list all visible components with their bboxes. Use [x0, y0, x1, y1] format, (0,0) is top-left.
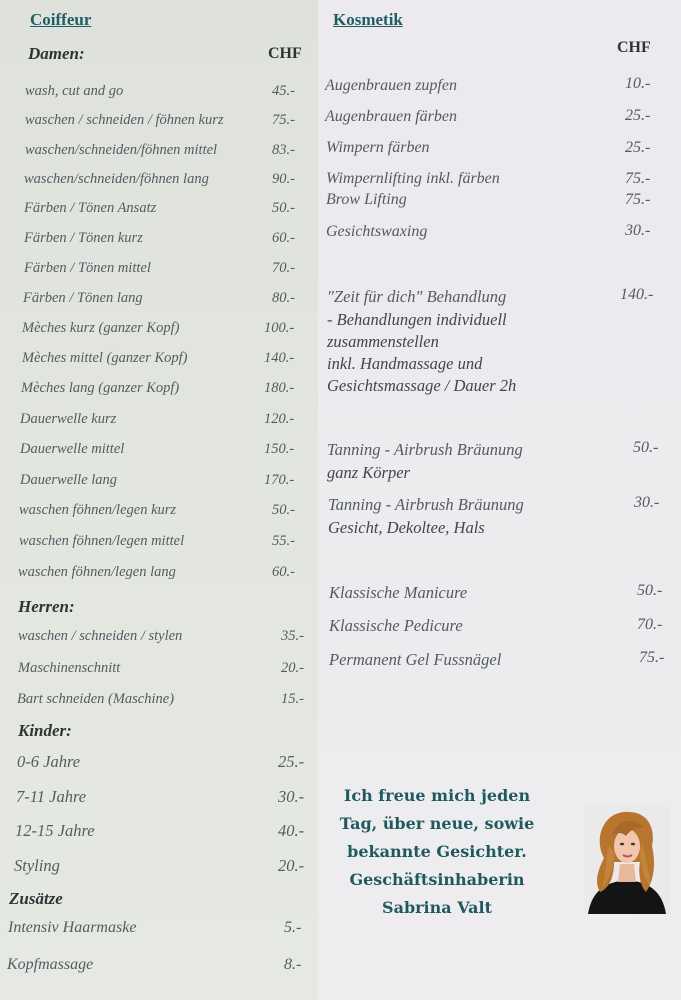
- kosmetik-item-label: Augenbrauen zupfen: [325, 77, 457, 94]
- kosmetik-item-price: 25.-: [625, 139, 651, 156]
- kosmetik-item-label: Permanent Gel Fussnägel: [329, 650, 502, 669]
- damen-item-price: 50.-: [272, 502, 295, 518]
- kosmetik-item-price: 50.-: [637, 582, 663, 599]
- damen-item-price: 100.-: [264, 320, 295, 336]
- damen-item-label: Mèches kurz (ganzer Kopf): [22, 320, 180, 336]
- herren-item-label: Bart schneiden (Maschine): [17, 691, 175, 707]
- welcome-message: [326, 782, 548, 922]
- kinder-item-label: 0-6 Jahre: [17, 752, 81, 771]
- damen-item-label: waschen föhnen/legen kurz: [19, 502, 177, 518]
- damen-item-label: wash, cut and go: [25, 83, 124, 99]
- kosmetik-item-label: Augenbrauen färben: [325, 108, 457, 125]
- kosmetik-item-label: Klassische Pedicure: [329, 616, 463, 635]
- herren-item-price: 20.-: [281, 660, 304, 676]
- kosmetik-currency: CHF: [617, 39, 651, 56]
- zeit-description-line: Gesichtsmassage / Dauer 2h: [327, 376, 517, 395]
- kosmetik-item-price: 25.-: [625, 107, 651, 124]
- kosmetik-item-label: Tanning - Airbrush Bräunung: [327, 440, 523, 459]
- kinder-item-label: 7-11 Jahre: [16, 787, 87, 806]
- owner-name: Sabrina Valt: [382, 898, 492, 917]
- kosmetik-item-label: "Zeit für dich" Behandlung: [327, 287, 507, 306]
- kosmetik-item-label: Wimpernlifting inkl. färben: [326, 170, 500, 187]
- kinder-item-label: Styling: [14, 856, 60, 875]
- coiffeur-title: Coiffeur: [30, 10, 92, 29]
- kosmetik-item-label: Klassische Manicure: [329, 583, 468, 602]
- damen-item-label: waschen föhnen/legen lang: [18, 564, 176, 580]
- zeit-description-line: zusammenstellen: [327, 332, 439, 351]
- damen-item-price: 83.-: [272, 142, 295, 158]
- damen-item-price: 170.-: [264, 472, 295, 488]
- damen-item-price: 60.-: [272, 230, 295, 246]
- damen-item-label: waschen/schneiden/föhnen mittel: [25, 142, 218, 158]
- kinder-item-label: 12-15 Jahre: [15, 821, 95, 840]
- damen-item-label: waschen / schneiden / föhnen kurz: [25, 112, 224, 128]
- kosmetik-item-price: 30.-: [634, 494, 660, 511]
- damen-item-label: Mèches lang (ganzer Kopf): [21, 380, 180, 396]
- damen-item-label: Dauerwelle lang: [20, 472, 118, 488]
- damen-item-price: 70.-: [272, 260, 295, 276]
- zusaetze-item-label: Intensiv Haarmaske: [8, 919, 137, 936]
- damen-item-label: Färben / Tönen mittel: [24, 260, 151, 276]
- zusaetze-header: Zusätze: [9, 889, 63, 908]
- kosmetik-item-label: Wimpern färben: [326, 139, 430, 156]
- damen-item-price: 90.-: [272, 171, 295, 187]
- herren-item-label: waschen / schneiden / stylen: [18, 628, 183, 644]
- damen-item-price: 50.-: [272, 200, 295, 216]
- kinder-item-price: 30.-: [278, 787, 305, 806]
- zeit-description-line: inkl. Handmassage und: [327, 354, 483, 373]
- damen-item-price: 140.-: [264, 350, 295, 366]
- kosmetik-title: Kosmetik: [333, 10, 403, 29]
- damen-item-price: 80.-: [272, 290, 295, 306]
- herren-item-price: 15.-: [281, 691, 304, 707]
- damen-item-price: 150.-: [264, 441, 295, 457]
- kosmetik-item-price: 75.-: [625, 170, 651, 187]
- herren-header: Herren:: [18, 597, 75, 616]
- tanning-description: ganz Körper: [327, 463, 410, 482]
- damen-item-price: 120.-: [264, 411, 295, 427]
- kinder-item-price: 20.-: [278, 856, 305, 875]
- damen-item-price: 45.-: [272, 83, 295, 99]
- kinder-item-price: 25.-: [278, 752, 305, 771]
- kinder-header: Kinder:: [18, 721, 72, 740]
- owner-portrait: [584, 806, 670, 914]
- damen-item-label: Färben / Tönen kurz: [24, 230, 143, 246]
- kosmetik-item-price: 70.-: [637, 616, 663, 633]
- damen-item-price: 55.-: [272, 533, 295, 549]
- damen-item-label: Färben / Tönen Ansatz: [24, 200, 157, 216]
- damen-item-label: Dauerwelle kurz: [20, 411, 117, 427]
- damen-item-label: Dauerwelle mittel: [20, 441, 125, 457]
- kosmetik-item-price: 140.-: [620, 286, 654, 303]
- damen-item-label: waschen föhnen/legen mittel: [19, 533, 185, 549]
- damen-item-price: 60.-: [272, 564, 295, 580]
- welcome-line: bekannte Gesichter.: [347, 842, 527, 861]
- damen-currency: CHF: [268, 45, 302, 62]
- kosmetik-item-price: 10.-: [625, 75, 651, 92]
- kosmetik-item-price: 75.-: [625, 191, 651, 208]
- kosmetik-item-price: 50.-: [633, 439, 659, 456]
- zusaetze-item-price: 8.-: [284, 956, 302, 973]
- kinder-item-price: 40.-: [278, 821, 305, 840]
- herren-item-price: 35.-: [281, 628, 304, 644]
- welcome-line: Geschäftsinhaberin: [349, 870, 525, 889]
- damen-item-price: 75.-: [272, 112, 295, 128]
- welcome-line: Ich freue mich jeden: [343, 786, 531, 805]
- damen-item-label: waschen/schneiden/föhnen lang: [24, 171, 209, 187]
- welcome-line: Tag, über neue, sowie: [339, 814, 535, 833]
- zusaetze-item-price: 5.-: [284, 919, 302, 936]
- kosmetik-item-label: Tanning - Airbrush Bräunung: [328, 495, 524, 514]
- herren-item-label: Maschinenschnitt: [18, 660, 121, 676]
- kosmetik-item-label: Brow Lifting: [326, 191, 407, 208]
- kosmetik-item-label: Gesichtswaxing: [326, 223, 428, 240]
- kosmetik-item-price: 75.-: [639, 649, 665, 666]
- tanning-description: Gesicht, Dekoltee, Hals: [328, 518, 485, 537]
- damen-item-price: 180.-: [264, 380, 295, 396]
- zusaetze-item-label: Kopfmassage: [7, 956, 94, 973]
- damen-item-label: Mèches mittel (ganzer Kopf): [22, 350, 188, 366]
- damen-header: Damen:: [28, 44, 85, 63]
- damen-item-label: Färben / Tönen lang: [23, 290, 143, 306]
- kosmetik-item-price: 30.-: [625, 222, 651, 239]
- zeit-description-line: - Behandlungen individuell: [327, 310, 507, 329]
